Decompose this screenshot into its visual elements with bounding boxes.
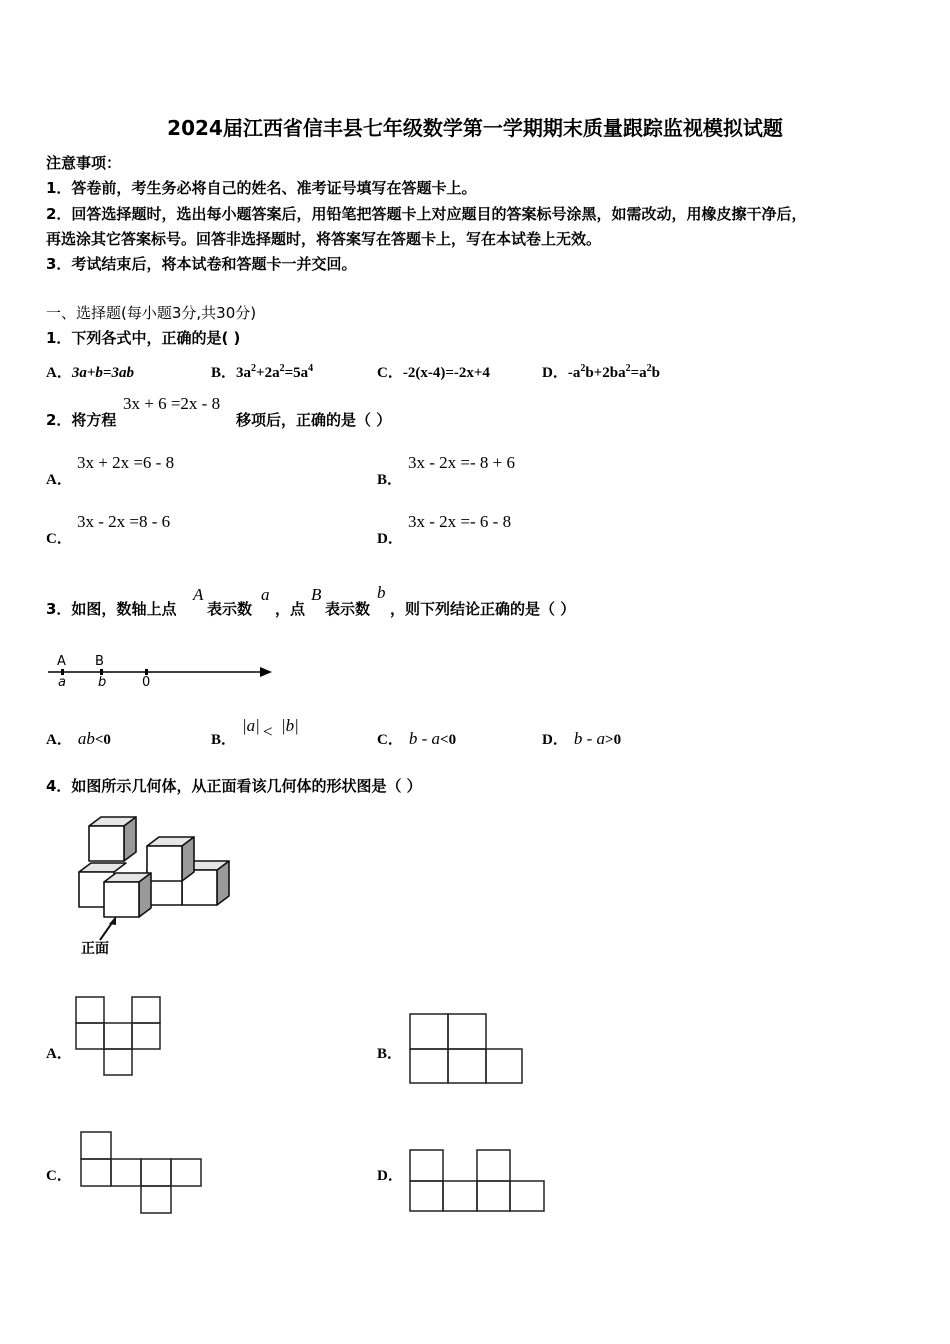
q1-stem: 1．下列各式中，正确的是( ): [46, 329, 241, 347]
q2-option-c-text: 3x - 2x =8 - 6: [77, 512, 171, 531]
q1-option-c[interactable]: [377, 361, 490, 382]
q1-b-exp-3: 4: [308, 363, 314, 374]
q4-option-c-shape: [79, 1130, 205, 1218]
q3-point-b: B: [311, 585, 322, 604]
q3-option-d[interactable]: [542, 728, 621, 749]
q4-option-c-label[interactable]: C．: [46, 1168, 72, 1184]
q4-option-a-shape: [74, 995, 166, 1079]
q3-var-a: a: [261, 585, 270, 604]
q3-option-a[interactable]: [46, 728, 111, 749]
section-heading: 一、选择题(每小题3分,共30分): [46, 304, 257, 322]
q4-option-b-label[interactable]: B．: [377, 1046, 403, 1062]
q2-option-d-label[interactable]: D．: [377, 531, 403, 547]
q2-option-c-label[interactable]: C．: [46, 531, 72, 547]
q1-d-p3: =a: [630, 365, 647, 381]
number-line-arrow: [260, 667, 272, 677]
q3-stem-5: ，则下列结论正确的是（ ）: [390, 600, 576, 618]
q3-option-c-expr: b - a: [408, 729, 441, 748]
q2-option-d-text: 3x - 2x =- 6 - 8: [408, 512, 512, 531]
q1-d-exp-1: 2: [580, 363, 586, 374]
q2-equation: 3x + 6 =2x - 8: [123, 394, 221, 413]
q1-option-b-label: B．: [211, 365, 237, 381]
axis-value-a: a: [58, 675, 66, 690]
q3-option-b-rel: <: [263, 722, 273, 741]
q4-stem: 4．如图所示几何体，从正面看该几何体的形状图是（ ）: [46, 777, 422, 795]
q1-d-exp-2: 2: [625, 363, 631, 374]
front-label: 正面: [81, 941, 109, 957]
q1-b-mid: +2a: [256, 365, 280, 381]
number-line-figure: [40, 648, 280, 690]
q3-option-b-right: |b|: [281, 716, 299, 735]
q1-option-d[interactable]: [542, 361, 660, 382]
q1-d-p2: b+2ba: [585, 365, 626, 381]
q2-option-a-label[interactable]: A．: [46, 472, 72, 488]
q4-option-d-shape: [408, 1148, 548, 1214]
q3-option-c-rel: <0: [440, 732, 457, 748]
q2-stem-pre: 2．将方程: [46, 411, 117, 429]
cube-solid-figure: [72, 812, 242, 962]
q2-stem-post: 移项后，正确的是（ ）: [236, 411, 392, 429]
axis-zero: 0: [142, 675, 151, 690]
notice-item-3: 3．考试结束后，将本试卷和答题卡一并交回。: [46, 255, 357, 273]
q1-option-c-label: C．: [377, 365, 403, 381]
q3-stem-1: 3．如图，数轴上点: [46, 600, 177, 618]
q3-stem-4: 表示数: [325, 600, 371, 618]
q3-option-c[interactable]: [377, 728, 456, 749]
q1-d-exp-3: 2: [646, 363, 652, 374]
axis-value-b: b: [98, 675, 107, 690]
q4-option-d-label[interactable]: D．: [377, 1168, 403, 1184]
q1-b-exp-1: 2: [251, 363, 257, 374]
q1-d-p1: -a: [567, 365, 581, 381]
q1-b-exp-2: 2: [279, 363, 285, 374]
q3-option-b-label[interactable]: B．: [211, 732, 237, 748]
q3-option-a-label: A．: [46, 732, 72, 748]
q1-d-p4: b: [651, 365, 660, 381]
page-title: 2024届江西省信丰县七年级数学第一学期期末质量跟踪监视模拟试题: [167, 116, 783, 140]
q4-option-b-shape: [408, 1012, 526, 1086]
q3-stem-3: ，点: [275, 600, 306, 618]
q1-option-a-text: 3a+b=3ab: [71, 365, 134, 381]
q2-option-a-text: 3x + 2x =6 - 8: [77, 453, 175, 472]
q4-option-a-label[interactable]: A．: [46, 1046, 72, 1062]
q1-b-base-1: 3a: [236, 365, 252, 381]
q1-option-d-label: D．: [542, 365, 568, 381]
q1-option-a-label: A．: [46, 365, 72, 381]
q3-option-d-rel: >0: [605, 732, 622, 748]
notice-heading: 注意事项：: [46, 154, 122, 172]
q3-option-a-expr: ab: [77, 729, 95, 748]
q3-option-b-left: |a|: [242, 716, 260, 735]
q3-point-a: A: [193, 585, 204, 604]
notice-item-2-line-2: 再选涂其它答案标号。回答非选择题时，将答案写在答题卡上，写在本试卷上无效。: [46, 230, 602, 248]
notice-item-2-line-1: 2．回答选择题时，选出每小题答案后，用铅笔把答题卡上对应题目的答案标号涂黑，如需改动，用橡皮擦干净后，: [46, 205, 807, 223]
q3-option-d-label: D．: [542, 732, 568, 748]
q2-option-b-label[interactable]: B．: [377, 472, 403, 488]
q1-option-c-text: -2(x-4)=-2x+4: [402, 365, 490, 381]
q3-option-c-label: C．: [377, 732, 403, 748]
q3-option-d-expr: b - a: [573, 729, 606, 748]
q2-option-b-text: 3x - 2x =- 8 + 6: [408, 453, 515, 472]
q1-b-eq: =5a: [284, 365, 309, 381]
axis-label-b: B: [95, 654, 104, 669]
q1-option-a[interactable]: [46, 361, 134, 382]
q1-option-b[interactable]: [211, 361, 313, 382]
q3-stem-2: 表示数: [207, 600, 253, 618]
q3-option-a-rel: <0: [94, 732, 111, 748]
notice-item-1: 1．答卷前，考生务必将自己的姓名、准考证号填写在答题卡上。: [46, 179, 477, 197]
axis-label-a: A: [57, 654, 66, 669]
q3-var-b: b: [377, 583, 386, 602]
